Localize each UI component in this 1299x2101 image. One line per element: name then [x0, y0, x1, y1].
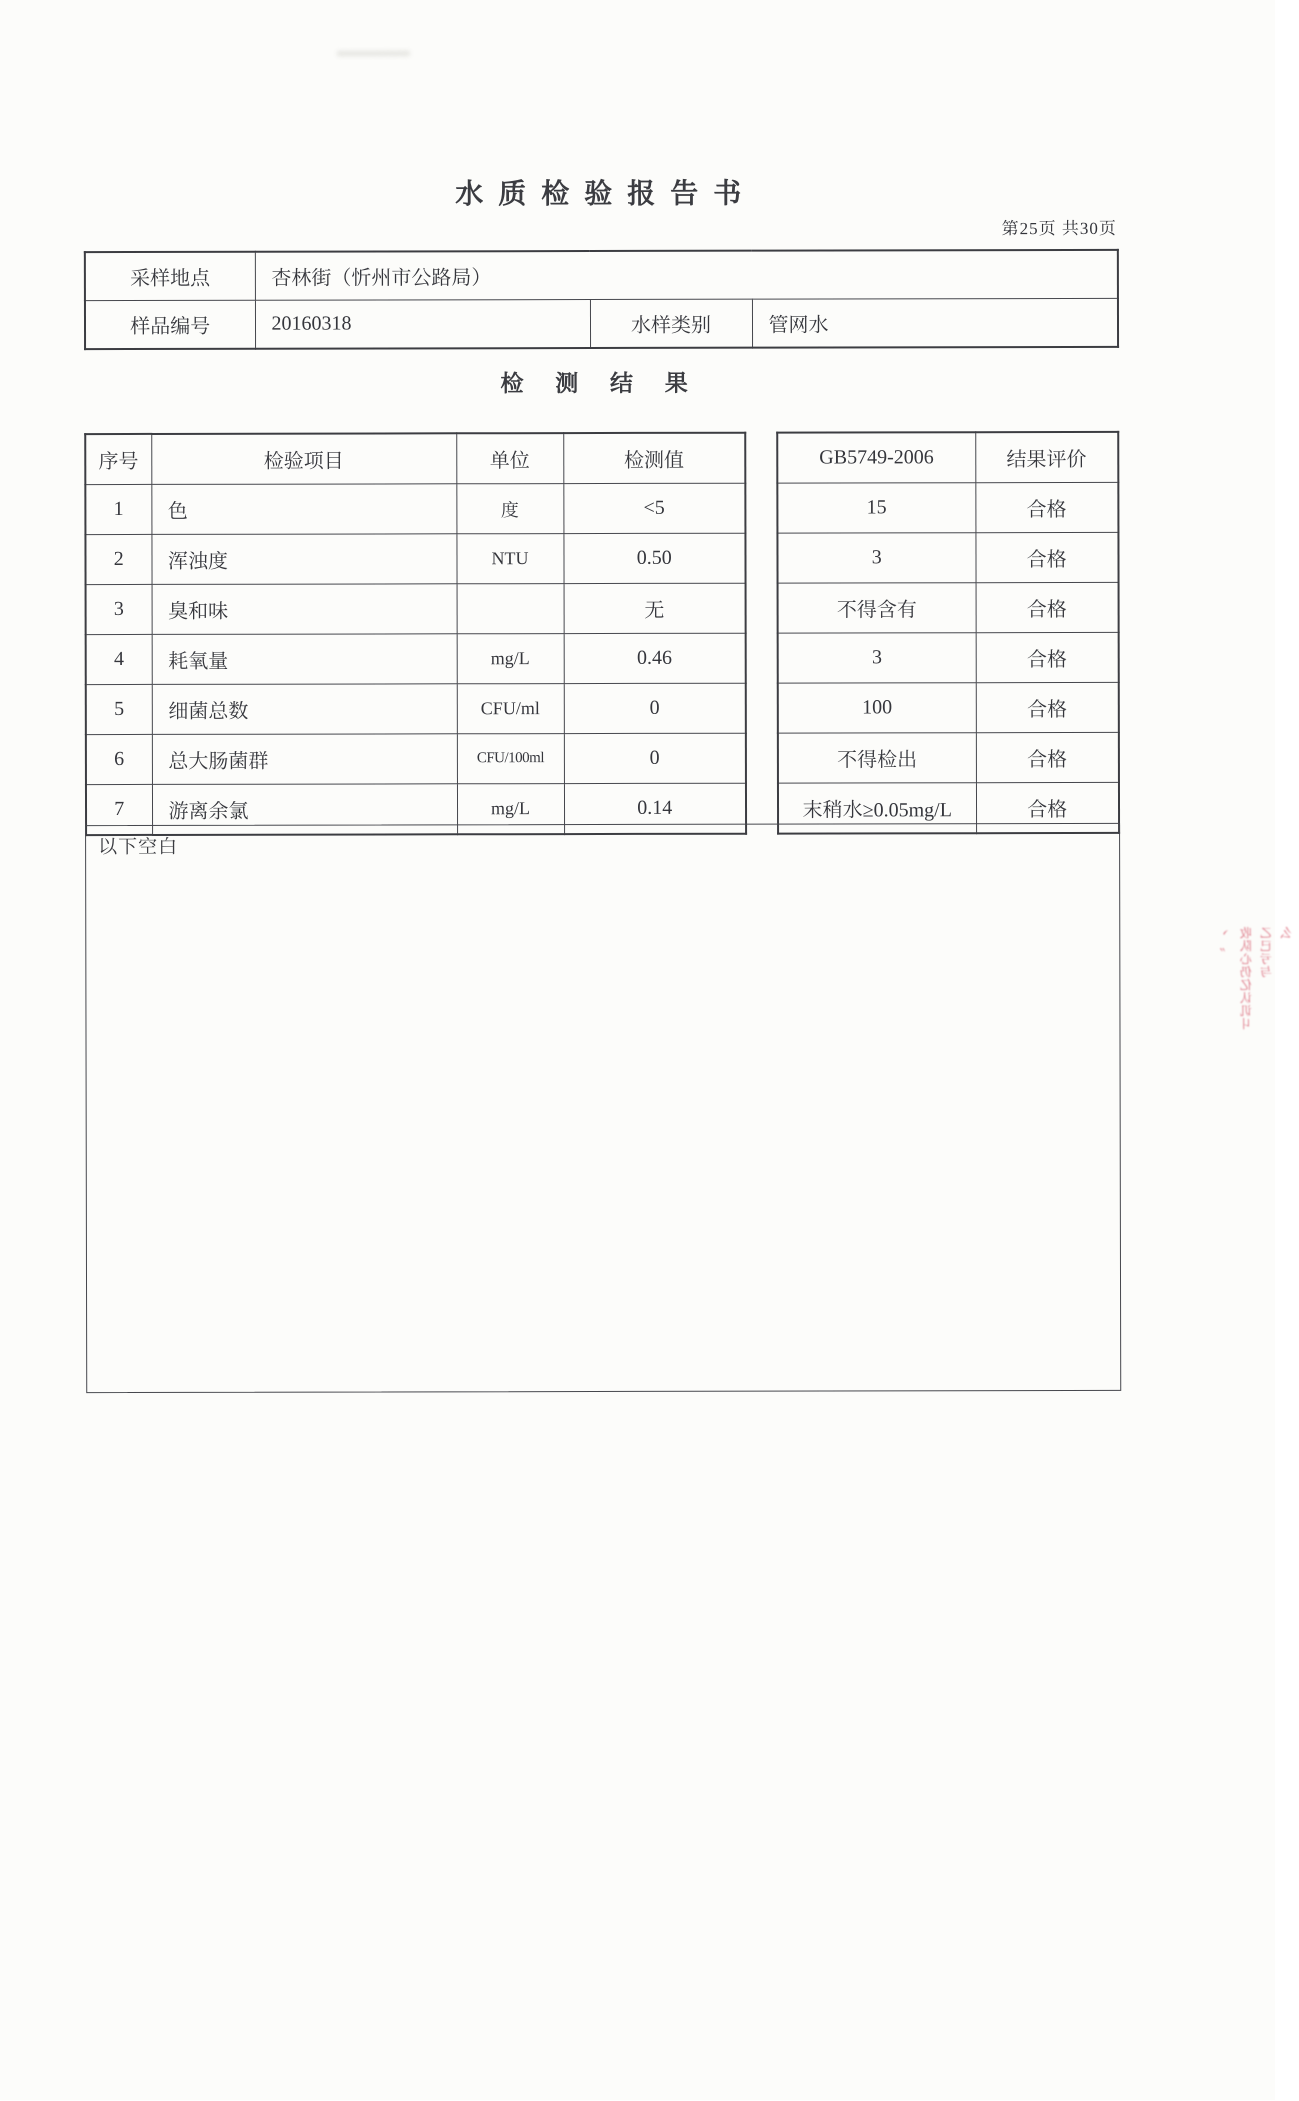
red-mark-segment: 乙已亏与	[1259, 926, 1274, 979]
standard-limit: 不得检出	[778, 733, 976, 783]
standard-evaluation: 合格	[976, 782, 1119, 833]
result-value: 0.14	[564, 783, 746, 834]
result-unit: CFU/100ml	[457, 734, 564, 784]
results-table-right	[776, 431, 1120, 835]
result-item: 游离余氯	[152, 784, 457, 835]
sample-type-value: 管网水	[752, 298, 1118, 347]
result-value: 0.50	[563, 533, 745, 583]
result-no: 1	[85, 484, 151, 534]
result-value: 0.46	[564, 633, 746, 683]
standard-limit: 15	[777, 483, 975, 533]
standard-row	[777, 482, 1118, 533]
sample-number-row	[85, 298, 1118, 349]
blank-area	[85, 823, 1121, 1393]
result-no: 5	[86, 684, 152, 734]
results-table-left	[84, 432, 747, 836]
results-left-body	[85, 433, 746, 835]
standard-evaluation: 合格	[976, 682, 1119, 732]
result-no: 4	[86, 634, 152, 684]
result-no: 7	[86, 784, 152, 835]
blank-note: 以下空白	[98, 836, 179, 859]
standard-evaluation: 合格	[976, 732, 1119, 782]
result-item: 色	[151, 484, 456, 535]
sample-number-value: 20160318	[255, 300, 590, 349]
result-value: <5	[563, 483, 745, 533]
result-no: 2	[85, 534, 151, 584]
sample-location-value: 杏林街（忻州市公路局）	[255, 250, 1118, 300]
standard-limit: 3	[777, 533, 975, 583]
section-title: 检 测 结 果	[500, 370, 701, 397]
result-item: 臭和味	[152, 584, 457, 635]
result-value: 0	[564, 733, 746, 783]
result-row	[86, 633, 746, 684]
result-item: 耗氧量	[152, 634, 457, 685]
standard-limit: 3	[778, 633, 976, 683]
result-unit: 度	[456, 484, 563, 534]
standards-header-row	[777, 432, 1118, 483]
col-header-unit: 单位	[456, 433, 563, 484]
col-header-value: 检测值	[563, 433, 745, 484]
red-mark-segment: 收队心仍亿认讥丩	[1239, 926, 1254, 1031]
result-no: 6	[86, 734, 152, 784]
standard-evaluation: 合格	[975, 482, 1118, 532]
result-unit: mg/L	[457, 784, 564, 835]
sample-number-label: 样品编号	[85, 300, 255, 349]
standard-limit: 不得含有	[778, 583, 976, 633]
col-header-no: 序号	[85, 434, 151, 485]
result-unit: NTU	[456, 534, 563, 584]
red-mark-segment: 丶〝	[1219, 926, 1234, 953]
standard-evaluation: 合格	[975, 532, 1118, 582]
result-row	[86, 683, 746, 734]
sample-location-label: 采样地点	[85, 252, 255, 301]
result-row	[86, 583, 746, 634]
result-unit	[457, 584, 564, 634]
red-mark-segment: 么	[1279, 926, 1294, 940]
standard-row	[777, 532, 1118, 583]
sample-type-label: 水样类别	[590, 299, 752, 348]
standard-evaluation: 合格	[976, 582, 1119, 632]
result-no: 3	[86, 584, 152, 634]
col-header-standard: GB5749-2006	[777, 432, 975, 483]
standard-limit: 100	[778, 683, 976, 733]
results-header-row	[85, 433, 745, 485]
result-item: 浑浊度	[151, 534, 456, 585]
standard-row	[778, 582, 1119, 633]
sample-location-row	[85, 250, 1118, 301]
result-unit: mg/L	[457, 634, 564, 684]
result-row	[86, 733, 746, 784]
red-ink-bleed-marks	[1216, 926, 1294, 1047]
result-unit: CFU/ml	[457, 684, 564, 734]
standard-row	[778, 682, 1119, 733]
standard-row	[778, 732, 1119, 783]
result-item: 细菌总数	[152, 684, 457, 735]
scan-smudge	[336, 50, 410, 56]
page-title: 水 质 检 验 报 告 书	[455, 178, 746, 211]
standard-row	[778, 632, 1119, 683]
sample-info-table	[84, 249, 1119, 350]
page-number: 第25页 共30页	[1001, 218, 1117, 239]
standard-evaluation: 合格	[976, 632, 1119, 682]
result-item: 总大肠菌群	[152, 734, 457, 785]
standard-limit: 末稍水≥0.05mg/L	[778, 783, 976, 834]
result-value: 无	[564, 583, 746, 633]
col-header-item: 检验项目	[151, 433, 456, 484]
result-value: 0	[564, 683, 746, 733]
results-right-body	[777, 432, 1119, 834]
col-header-evaluation: 结果评价	[975, 432, 1118, 483]
result-row	[85, 533, 745, 584]
result-row	[85, 483, 745, 534]
